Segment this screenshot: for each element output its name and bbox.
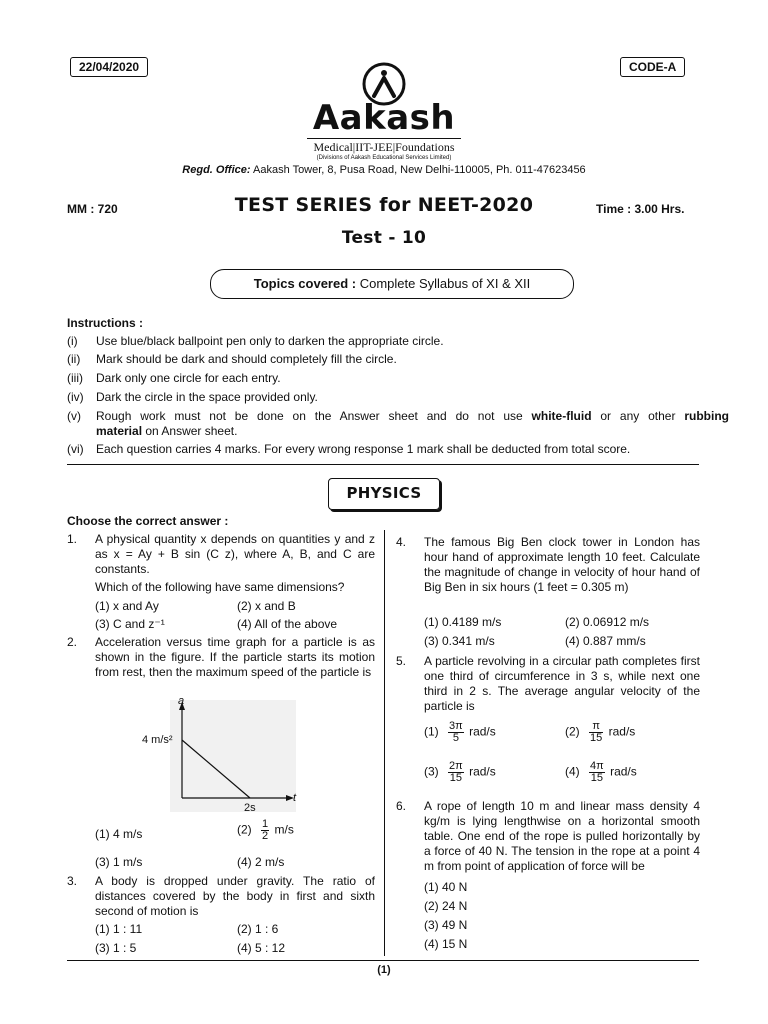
section-name: PHYSICS — [346, 484, 422, 502]
divider-bottom — [67, 960, 699, 961]
regd-text: Aakash Tower, 8, Pusa Road, New Delhi-110005, Ph. 011-47623456 — [253, 164, 586, 176]
topics-box — [210, 269, 574, 299]
option: (1) 1 : 11 — [95, 922, 143, 936]
question-number: 1. — [67, 532, 78, 546]
divider-top — [67, 464, 699, 465]
graph-y-value: 4 m/s² — [142, 734, 173, 746]
option: (3) 49 N — [424, 918, 468, 932]
option-unit: rad/s — [610, 764, 637, 779]
question-number: 5. — [396, 654, 407, 668]
option: (3) 0.341 m/s — [424, 634, 495, 648]
instruction-text: Mark should be dark and should completely fill the circle. — [96, 352, 397, 366]
test-number: Test - 10 — [341, 228, 427, 248]
option: (3) C and z⁻¹ — [95, 617, 165, 631]
fraction-numerator: 2π — [449, 760, 463, 772]
fraction — [448, 761, 464, 784]
question-text: A particle revolving in a circular path completes first one third of circumference in 3 s, while next one third in 2 s. The average angular velocity of the particle is — [424, 654, 700, 713]
question-text: Acceleration versus time graph for a particle is as shown in the figure. If the particle starts its motion from rest, then the maximum speed of the particle is — [95, 635, 375, 679]
fraction-denominator: 5 — [452, 732, 459, 744]
regd-label: Regd. Office: — [182, 164, 251, 176]
instruction-text-part: or any other — [591, 409, 685, 423]
option: (3) 1 : 5 — [95, 941, 137, 955]
instruction-text: Dark the circle in the space provided only. — [96, 390, 318, 404]
option-unit: rad/s — [608, 724, 636, 739]
instruction-text: Dark only one circle for each entry. — [96, 371, 281, 385]
option: (2) 0.06912 m/s — [565, 615, 650, 629]
option — [565, 721, 635, 744]
instruction-text — [96, 409, 729, 424]
fraction — [589, 721, 603, 744]
graph-x-label: t — [293, 792, 297, 804]
graph-y-label: a — [178, 695, 185, 707]
instruction-num: (iii) — [67, 371, 83, 385]
question-number: 6. — [396, 799, 407, 813]
fraction — [589, 761, 605, 784]
column-divider — [384, 530, 385, 956]
instruction-num: (ii) — [67, 352, 81, 366]
option: (1) 0.4189 m/s — [424, 615, 502, 629]
instruction-num: (iv) — [67, 390, 84, 404]
option: (2) 1 : 6 — [237, 922, 279, 936]
acceleration-time-graph — [130, 696, 310, 818]
option-unit: rad/s — [469, 724, 496, 739]
option-label: (1) — [424, 724, 439, 739]
instruction-text-part: on Answer sheet. — [142, 424, 238, 438]
fraction — [448, 721, 464, 744]
option: (4) 2 m/s — [237, 855, 285, 869]
fraction-denominator: 15 — [449, 772, 462, 784]
option — [237, 819, 294, 842]
brand-tagline: Medical|IIT-JEE|Foundations — [313, 140, 455, 154]
option-label: (2) — [565, 724, 580, 739]
option-label: (4) — [565, 764, 580, 779]
brand-name: Aakash — [312, 98, 456, 138]
choose-heading: Choose the correct answer : — [67, 514, 229, 528]
fraction-denominator: 2 — [262, 830, 269, 842]
fraction-denominator: 15 — [590, 772, 603, 784]
topics-label: Topics covered : — [253, 276, 357, 291]
option: (1) 40 N — [424, 880, 468, 894]
brand-underline — [307, 138, 461, 139]
brand-division: (Divisions of Aakash Educational Services Limited) — [316, 155, 452, 161]
section-badge — [328, 478, 440, 510]
option — [424, 761, 496, 784]
question-subtext: Which of the following have same dimensions? — [95, 580, 345, 594]
option: (1) 4 m/s — [95, 827, 143, 841]
instruction-num: (i) — [67, 334, 78, 348]
option-label: (3) — [424, 764, 439, 779]
instruction-num: (vi) — [67, 442, 84, 456]
question-text: A physical quantity x depends on quantities y and z as x = Ay + B sin (C z), where A, B, and C are constants. — [95, 532, 375, 576]
fraction — [261, 819, 269, 842]
instructions-heading: Instructions : — [67, 316, 144, 330]
question-text: A body is dropped under gravity. The ratio of distances covered by the body in first and sixth second of motion is — [95, 874, 375, 918]
instruction-text: Each question carries 4 marks. For every wrong response 1 mark shall be deducted from total score. — [96, 442, 631, 456]
option: (4) 5 : 12 — [237, 941, 286, 955]
fraction-numerator: π — [589, 721, 603, 733]
question-number: 4. — [396, 535, 407, 549]
option — [565, 761, 637, 784]
instruction-num: (v) — [67, 409, 81, 423]
option: (4) All of the above — [237, 617, 338, 631]
question-number: 3. — [67, 874, 78, 888]
option: (2) 24 N — [424, 899, 468, 913]
option: (4) 15 N — [424, 937, 468, 951]
topics-value: Complete Syllabus of XI & XII — [359, 276, 531, 291]
fraction-denominator: 15 — [590, 732, 603, 744]
fraction-numerator: 4π — [590, 760, 604, 772]
instruction-text-cont — [96, 424, 766, 439]
option: (2) x and B — [237, 599, 296, 613]
question-text: A rope of length 10 m and linear mass density 4 kg/m is lying lengthwise on a horizontal smooth table. One end of the rope is pulled horizontally by a force of 40 N. The tension in the rope at a point 4 m from point of application of force will be — [424, 799, 700, 873]
question-number: 2. — [67, 635, 78, 649]
graph-x-value: 2s — [244, 802, 256, 814]
option — [424, 721, 496, 744]
option: (3) 1 m/s — [95, 855, 143, 869]
option-label: (2) — [237, 822, 252, 837]
max-marks: MM : 720 — [67, 202, 118, 216]
code-box: CODE-A — [620, 57, 685, 77]
instruction-text: Use blue/black ballpoint pen only to darken the appropriate circle. — [96, 334, 444, 348]
option-unit: m/s — [274, 822, 294, 837]
instruction-bold: white-fluid — [531, 409, 592, 423]
graph-svg — [130, 696, 310, 818]
exam-title: TEST SERIES for NEET-2020 — [234, 194, 534, 216]
page-number: (1) — [377, 964, 391, 976]
instruction-bold: rubbing — [684, 409, 729, 423]
instruction-text-part: Rough work must not be done on the Answer sheet and do not use — [96, 409, 532, 423]
question-text: The famous Big Ben clock tower in London has hour hand of approximate length 10 feet. Calculate the magnitude of change in velocity of hour hand of Big Ben in six hours (1 feet = 0.305 m) — [424, 535, 700, 594]
option: (4) 0.887 mm/s — [565, 634, 646, 648]
fraction-numerator: 1 — [262, 818, 269, 830]
fraction-numerator: 3π — [449, 720, 463, 732]
option-unit: rad/s — [469, 764, 496, 779]
time-duration: Time : 3.00 Hrs. — [596, 202, 685, 216]
instruction-bold: material — [96, 424, 143, 438]
date-box: 22/04/2020 — [70, 57, 148, 77]
regd-office — [120, 164, 648, 176]
option: (1) x and Ay — [95, 599, 159, 613]
